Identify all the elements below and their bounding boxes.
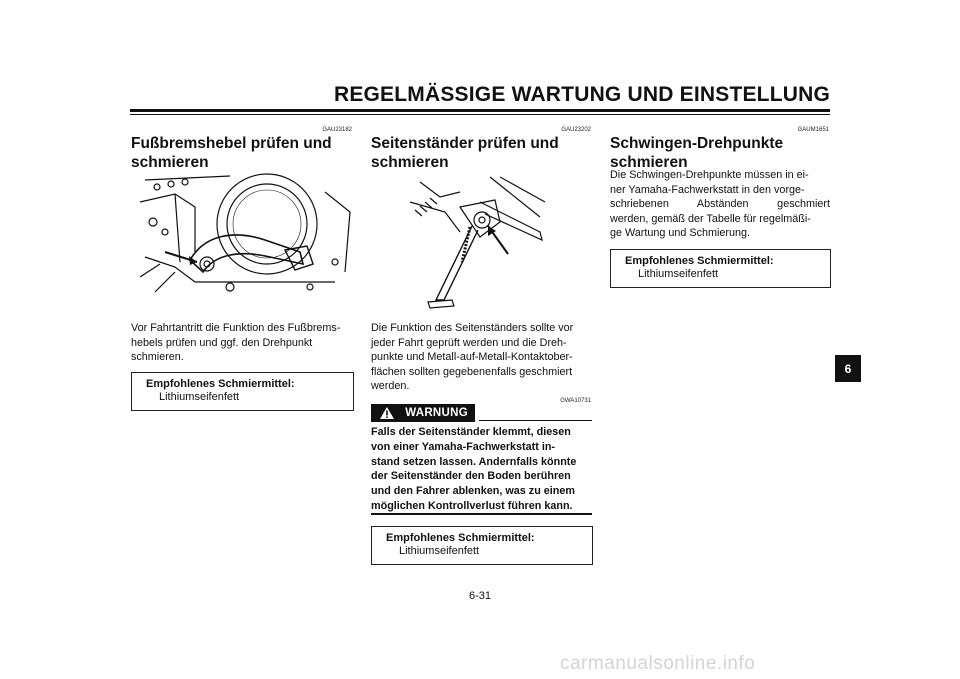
body-line: jeder Fahrt geprüft werden und die Dreh- [371,336,567,349]
section-heading-line: schmieren [371,154,449,171]
warning-code: GWA10731 [560,398,591,404]
body-line: Vor Fahrtantritt die Funktion des Fußbrems- [131,322,341,334]
section-heading-line: schmieren [610,154,688,171]
section-heading [371,134,596,172]
body-line: hebels prüfen und ggf. den Drehpunkt [131,336,313,349]
lubricant-box-value: Lithiumseifenfett [638,268,719,280]
body-line: Die Schwingen-Drehpunkte müssen in ei- [610,169,809,181]
lubricant-box [131,372,354,411]
watermark: carmanualsonline.info [560,653,756,674]
section-body [371,321,593,394]
chapter-tab: 6 [835,355,861,382]
warning-line: stand setzen lassen. Andernfalls könnte [371,455,577,468]
page-number: 6-31 [468,590,492,602]
section-body [131,321,354,365]
section-heading-line: Fußbremshebel prüfen und [131,135,332,152]
section-heading [131,134,356,172]
brake-pedal-illustration [135,172,355,297]
body-line: Die Funktion des Seitenständers sollte vor [371,322,574,334]
warning-line: möglichen Kontrollverlust führen kann. [371,499,573,512]
lubricant-box-title: Empfohlenes Schmiermittel: [625,255,774,267]
warning-line: Falls der Seitenständer klemmt, diesen [371,426,571,438]
body-line: werden. [371,380,410,392]
section-heading-line: schmieren [131,154,209,171]
warning-rule-bottom [371,513,592,515]
warning-text [371,425,592,514]
section-code: GAUM1651 [797,127,829,133]
body-line: punkte und Metall-auf-Metall-Kontaktober- [371,351,573,363]
lubricant-box-value: Lithiumseifenfett [399,545,480,557]
section-heading [610,134,835,172]
body-line: flächen sollten gegebenenfalls geschmiert [371,365,573,378]
warning-rule [479,420,592,421]
section-heading-line: Schwingen-Drehpunkte [610,135,784,152]
lubricant-box-title: Empfohlenes Schmiermittel: [386,532,535,544]
lubricant-box [371,526,593,565]
body-line: werden, gemäß der Tabelle für regelmäßi- [610,212,811,225]
warning-badge [371,404,475,422]
sidestand-illustration [400,172,550,312]
warning-line: und den Fahrer ablenken, was zu einem [371,485,575,498]
body-line: ner Yamaha-Fachwerkstatt in den vorge- [610,183,805,196]
lubricant-box [610,249,831,288]
warning-line: der Seitenständer den Boden berühren [371,470,571,483]
section-body [610,168,830,241]
warning-icon [379,406,395,420]
header-rule [130,109,830,112]
lubricant-box-value: Lithiumseifenfett [159,391,240,403]
section-heading-line: Seitenständer prüfen und [371,135,559,152]
body-line: schmieren. [131,351,184,363]
warning-label: WARNUNG [405,407,468,419]
body-line: ge Wartung und Schmierung. [610,227,751,239]
page-title: REGELMÄSSIGE WARTUNG UND EINSTELLUNG [333,83,830,106]
section-code: GAU23202 [561,127,591,133]
header-rule-thin [130,114,830,115]
section-code: GAU23182 [322,127,352,133]
warning-line: von einer Yamaha-Fachwerkstatt in- [371,440,556,453]
body-line: schriebenen Abständen geschmiert [610,198,830,210]
lubricant-box-title: Empfohlenes Schmiermittel: [146,378,295,390]
